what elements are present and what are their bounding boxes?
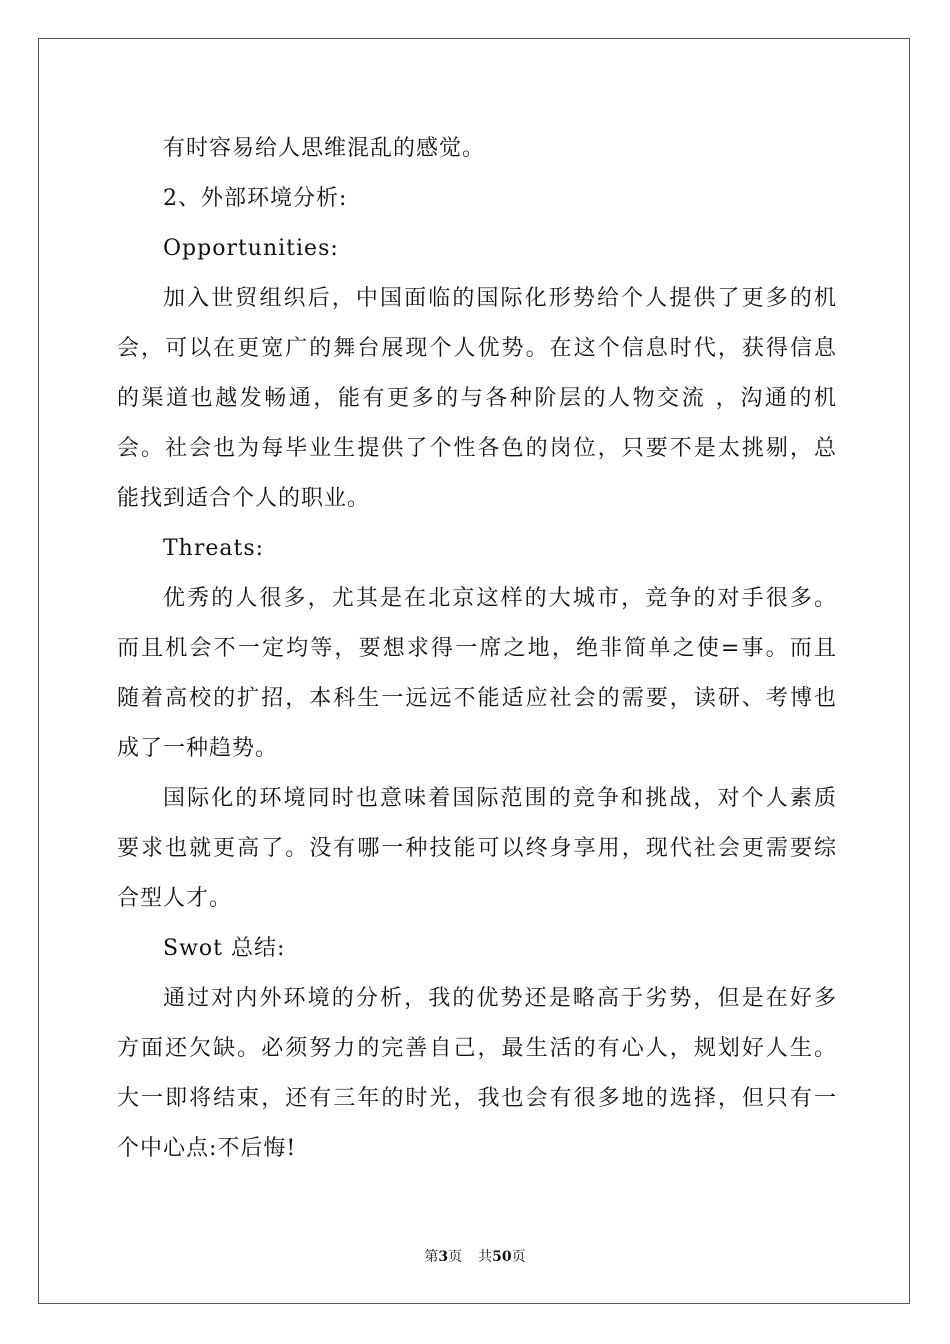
text-line: 能找到适合个人的职业。 [117, 486, 371, 511]
text-line: 而且机会不一定均等，要想求得一席之地，绝非简单之使=事。而且 [117, 636, 837, 661]
text-line: 通过对内外环境的分析，我的优势还是略高于劣势，但是在好多 [163, 986, 837, 1011]
text-line: Opportunities: [163, 236, 339, 261]
total-prefix: 共 [478, 1249, 493, 1265]
text-line: Threats: [163, 536, 265, 561]
total-pages: 50 [492, 1249, 512, 1265]
text-line: 的渠道也越发畅通，能有更多的与各种阶层的人物交流 ，沟通的机 [117, 386, 837, 411]
text-line: 会，可以在更宽广的舞台展现个人优势。在这个信息时代，获得信息 [117, 336, 837, 361]
text-line: 国际化的环境同时也意味着国际范围的竞争和挑战，对个人素质 [163, 786, 837, 811]
text-line: 2、外部环境分析: [163, 186, 348, 211]
text-line: Swot 总结: [163, 936, 286, 961]
text-line: 合型人才。 [117, 886, 233, 911]
document-body [117, 124, 837, 1174]
page-suffix: 页 [448, 1249, 463, 1265]
page-number: 3 [438, 1249, 449, 1265]
text-line: 会。社会也为每毕业生提供了个性各色的岗位，只要不是太挑剔，总 [117, 436, 837, 461]
text-line: 要求也就更高了。没有哪一种技能可以终身享用，现代社会更需要综 [117, 836, 837, 861]
text-line: 优秀的人很多，尤其是在北京这样的大城市，竞争的对手很多。 [163, 586, 837, 611]
page-footer [0, 1246, 950, 1266]
text-line: 随着高校的扩招，本科生一远远不能适应社会的需要，读研、考博也 [117, 686, 837, 711]
text-line: 有时容易给人思维混乱的感觉。 [163, 136, 486, 161]
total-suffix: 页 [511, 1249, 526, 1265]
text-line: 大一即将结束，还有三年的时光，我也会有很多地的选择，但只有一 [117, 1086, 837, 1111]
text-line: 加入世贸组织后，中国面临的国际化形势给个人提供了更多的机 [163, 286, 837, 311]
text-line: 方面还欠缺。必须努力的完善自己，最生活的有心人，规划好人生。 [117, 1036, 837, 1061]
text-line: 个中心点:不后悔! [117, 1136, 297, 1161]
page-prefix: 第 [424, 1249, 439, 1265]
text-line: 成了一种趋势。 [117, 736, 279, 761]
